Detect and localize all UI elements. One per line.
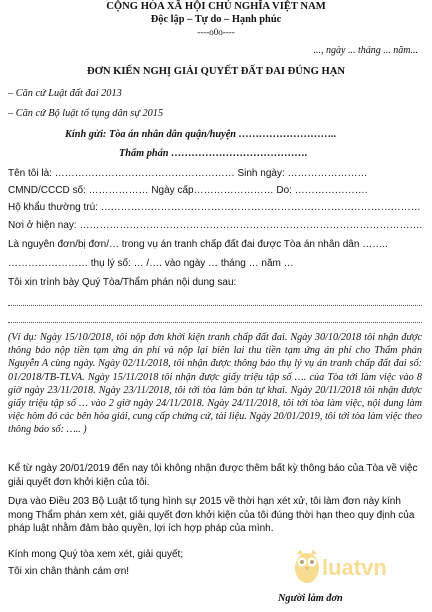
divider: ----o0o---- [197,27,235,37]
motto: Độc lập – Tự do – Hạnh phúc [150,14,282,25]
owl-icon [292,544,407,589]
watermark-logo [292,544,407,589]
legal-basis-2: – Căn cứ Bộ luật tố tụng dân sự 2015 [8,108,164,119]
signature-label: Người làm đơn [278,593,343,604]
field-id-card: CMND/CCCD số: ……………… Ngày cấp…………………… Do: …………………. [8,185,368,196]
field-household: Hộ khẩu thường trú: …………………………………………………………………………………… [8,202,421,213]
date-line: ..., ngày ... tháng ... năm... [313,45,418,56]
addressee-line-1 [65,128,336,141]
request-intro: Tôi xin trình bày Quý Tòa/Thẩm phán nội dung sau: [8,277,237,288]
paragraph-no-notice: Kể từ ngày 20/01/2019 đến nay tôi không nhận được thêm bất kỳ thông báo của Tòa về việc giải quyết đơn khởi kiện của tôi. [8,463,418,488]
paragraph-request: Dựa vào Điều 203 Bộ Luật tố tụng hình sự 2015 về thời hạn xét xử, tôi làm đơn này kính mong Thẩm phán xem xét, giải quyết đơn khởi kiện của tôi đúng thời hạn theo quy định của pháp luật nhằm đảm bảo quyền, lợi ích hợp pháp của mình. [8,496,415,535]
field-role-line-2: …………………… thụ lý số: … /…. vào ngày … tháng … năm … [8,258,294,269]
field-role-line-1: Là nguyên đơn/bị đơn/… trong vụ án tranh chấp đất đai được Tòa án nhân dân …….. [8,239,388,250]
addressee-court: Tòa án nhân dân quận/huyện ……………………….. [108,129,337,140]
example-paragraph: (Ví dụ: Ngày 15/10/2018, tôi nộp đơn khởi kiện tranh chấp đất đai. Ngày 30/10/2018 tôi nhận được thông báo nộp tiền tạm ứng án phí và nộp lại biên lai thu tiền tạm ứng án phí cho Thẩm phán Nguyễn A cùng ngày. Ngày 02/11/2018, tôi nhận được thông báo thụ lý vụ án tranh chấp đất đai số: 01/2018/TB-TLVA. Ngày 15/11/2018 tôi nhận được giấy triệu tập số …. của Tòa tới làm việc vào 8 giờ ngày 23/11/2018. Ngày 23/11/2018, tôi tới tòa làm bản tự khai. Ngày 20/11/2018 tôi nhận được giấy triệu tập số … vào 2 giờ ngày 24/11/2018. Ngày 24/11/2018, tôi tới tòa làm việc, nội dung làm việc hôm đó các bên hòa giải, cung cấp chứng cứ, tài liệu. Ngày 20/01/2019, tôi tới tòa làm việc theo thông báo số: ….. ) [8,332,422,436]
field-name: Tên tôi là: ……………………………………………… Sinh ngày: …………………… [8,168,368,179]
svg-text:luatvn: luatvn [322,555,387,580]
legal-basis-1: – Căn cứ Luật đất đai 2013 [8,88,122,99]
blank-line-2 [8,321,422,323]
closing-line-2: Tôi xin chân thành cám ơn! [8,566,130,577]
country-heading: CỘNG HÒA XÃ HỘI CHỦ NGHĨA VIỆT NAM [106,1,326,12]
addressee-label: Kính gửi: [65,129,107,140]
addressee-line-2: Thẩm phán …………………………………. [119,148,308,159]
page-title: ĐƠN KIẾN NGHỊ GIẢI QUYẾT ĐẤT ĐAI ĐÚNG HẠN [86,66,345,77]
closing-line-1: Kính mong Quý tòa xem xét, giải quyết; [8,549,184,560]
blank-line-1 [8,304,422,306]
field-residence: Nơi ở hiện nay: …………………………………………………………………………………………. [8,220,423,231]
